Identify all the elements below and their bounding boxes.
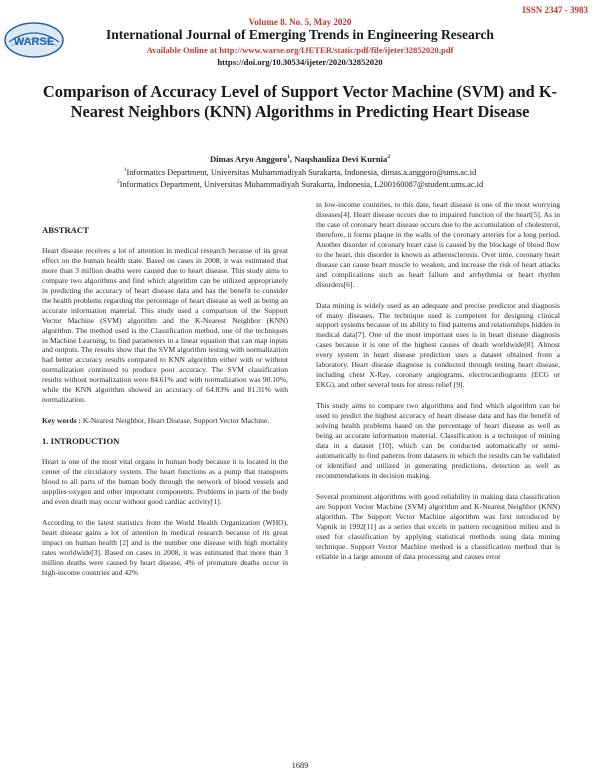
intro-paragraph-1: Heart is one of the most vital organs in human body because it is located in the center of the circulatory system. The heart functions as a pump that transports blood to all parts of the human body through the network of blood vessels and supplies oxygen and other important components. Problems in parts of the body and even death may occur without good cardiac activity[1].: [42, 457, 288, 506]
page-number: 1689: [291, 761, 309, 770]
right-paragraph-3: This study aims to compare two algorithms and find which algorithm can be used to predict the highest accuracy of heart disease data and has the benefit of solving health problems based on the percentage of heart disease as well as being an accurate information material. Classification is a technique of mining data in a dataset [10], which can be conducted automatically or semi-automatically to find patterns from datasets in which the results can be validated or identified and utilized in generating predictions, detection as well as recommendations in decision making.: [316, 401, 560, 480]
volume-issue: Volume 8. No. 5, May 2020: [248, 17, 352, 27]
right-column: [316, 200, 560, 572]
authors: [0, 154, 600, 164]
author-2-sup: 2: [387, 154, 391, 161]
keywords: [42, 416, 288, 426]
right-paragraph-2: Data mining is widely used as an adequate and precise predictor and diagnosis of many diseases. The technique used is competent for designing clinical support systems because of its ability to find patterns and relationships hidden in medical data[7]. One of the most important uses is in heart disease diagnosis cases because it is one of the highest causes of death worldwide[8]. Almost every system in heart disease prediction uses a dataset obtained from a laboratory. Heart disease diagnose is conducted through testing heart disease, including chest X-Ray, coronary angiograms, electrocardiograms (ECG or EKG), and other several tests for stress relief [9].: [316, 300, 560, 390]
intro-paragraph-2: According to the latest statistics from the World Health Organization (WHO), heart disease gains a lot of attention in medical research because of its great impact on human health [2] and is the number one disease with high mortality rates worldwide[3]. Based on cases in 2008, it was estimated that more than 3 million deaths were caused by heart disease, 4% of premature deaths occur in high-income countries and 42%: [42, 517, 288, 577]
affiliation-2: $^2$Informatics Department, Universitas Muhammadiyah Surakarta, Indonesia, L200160087@student.ums.ac.id: [116, 179, 484, 189]
abstract-heading: ABSTRACT: [42, 225, 89, 235]
logo-text: WARSE: [13, 36, 55, 48]
abstract-text: Heart disease receives a lot of attention in medical research because of its great effect on the human health state. Based on cases in 2008, it was estimated that more than 3 million deaths were caused due to heart disease. This study aims to compare two algorithms and find which algorithm can be utilized appropriately in predicting the accuracy of heart disease data and has the benefit to consider the health problems regarding the percentage of heart disease as well as being an accurate information material. This study used a comparison of the Support Vector Machine (SVM) algorithm and the K-Nearest Neighbor (KNN) algorithm. The method used is the Classification method, one of the techniques in Machine Learning, to find parameters in a linear equation that can map inputs and outputs. The results show that the SVM algorithm testing with normalization had better accuracy results compared to KNN algorithm either with or without normalization continued to produce poor accuracy. The SVM classification results without normalization were 84.61% and with normalization was 90.10%, while the KNN algorithm showed an accuracy of 64.83% and 81.31% with normalization.: [42, 245, 288, 405]
author-1: Dimas Aryo Anggoro: [209, 154, 288, 164]
right-paragraph-1: in low-income countries, to this date, heart disease is one of the most worrying diseases[4]. Heart disease occurs due to impaired function of the heart[5]. As in the case of coronary heart disease occurs due to the accumulation of cholesterol, therefore, it forms plaque in the walls of the coronary arteries for a long period. Another disorder of coronary heart case is caused by the blockage of blood flow to the heart, this disorder is known as atherosclerosis. Over time, coronary heart disease can cause heart muscle to weaken, and increase the risk of heart attacks and complications such as heart failure and arrhythmia or heart rhythm disorders[6].: [316, 200, 560, 289]
author-1-sup: 1: [287, 154, 290, 161]
author-2: , Naqshauliza Devi Kurnia: [289, 154, 388, 164]
affiliation-1: $^1$Informatics Department, Universitas Muhammadiyah Surakarta, Indonesia, dimas.a.anggoro@ums.ac.id: [123, 167, 477, 177]
right-paragraph-4: Several prominent algorithms with good reliability in making data classification are Support Vector Machine (SVM) algorithm and K-Nearest Neighbor (KNN) algorithm. The Support Vector Machine algorithm was first introduced by Vapnik in 1992[11] as a series that excels in pattern recognition milieu and is used for classification by applying statistical methods using data mining technique. Support Vector Machine method is a classification method that is reliable in a large amount of data processing and causes error: [316, 491, 560, 561]
paper-title: Comparison of Accuracy Level of Support Vector Machine (SVM) and K-Nearest Neighbors (KNN) Algorithms in Predicting Heart Disease: [42, 82, 558, 121]
issn-label: ISSN 2347 - 3983: [522, 5, 588, 15]
doi-link[interactable]: https://doi.org/10.30534/ijeter/2020/32852020: [217, 57, 383, 67]
introduction-heading: 1. INTRODUCTION: [42, 436, 120, 447]
journal-title: International Journal of Emerging Trends in Engineering Research: [106, 27, 494, 42]
keywords-text: K-Nearest Neighbor, Heart Disease, Support Vector Machine.: [81, 416, 270, 426]
available-online-link[interactable]: Available Online at http://www.warse.org/IJETER/static/pdf/file/ijeter32852020.pdf: [146, 45, 454, 55]
keywords-label: Key words :: [42, 416, 81, 426]
left-column: [42, 226, 288, 589]
